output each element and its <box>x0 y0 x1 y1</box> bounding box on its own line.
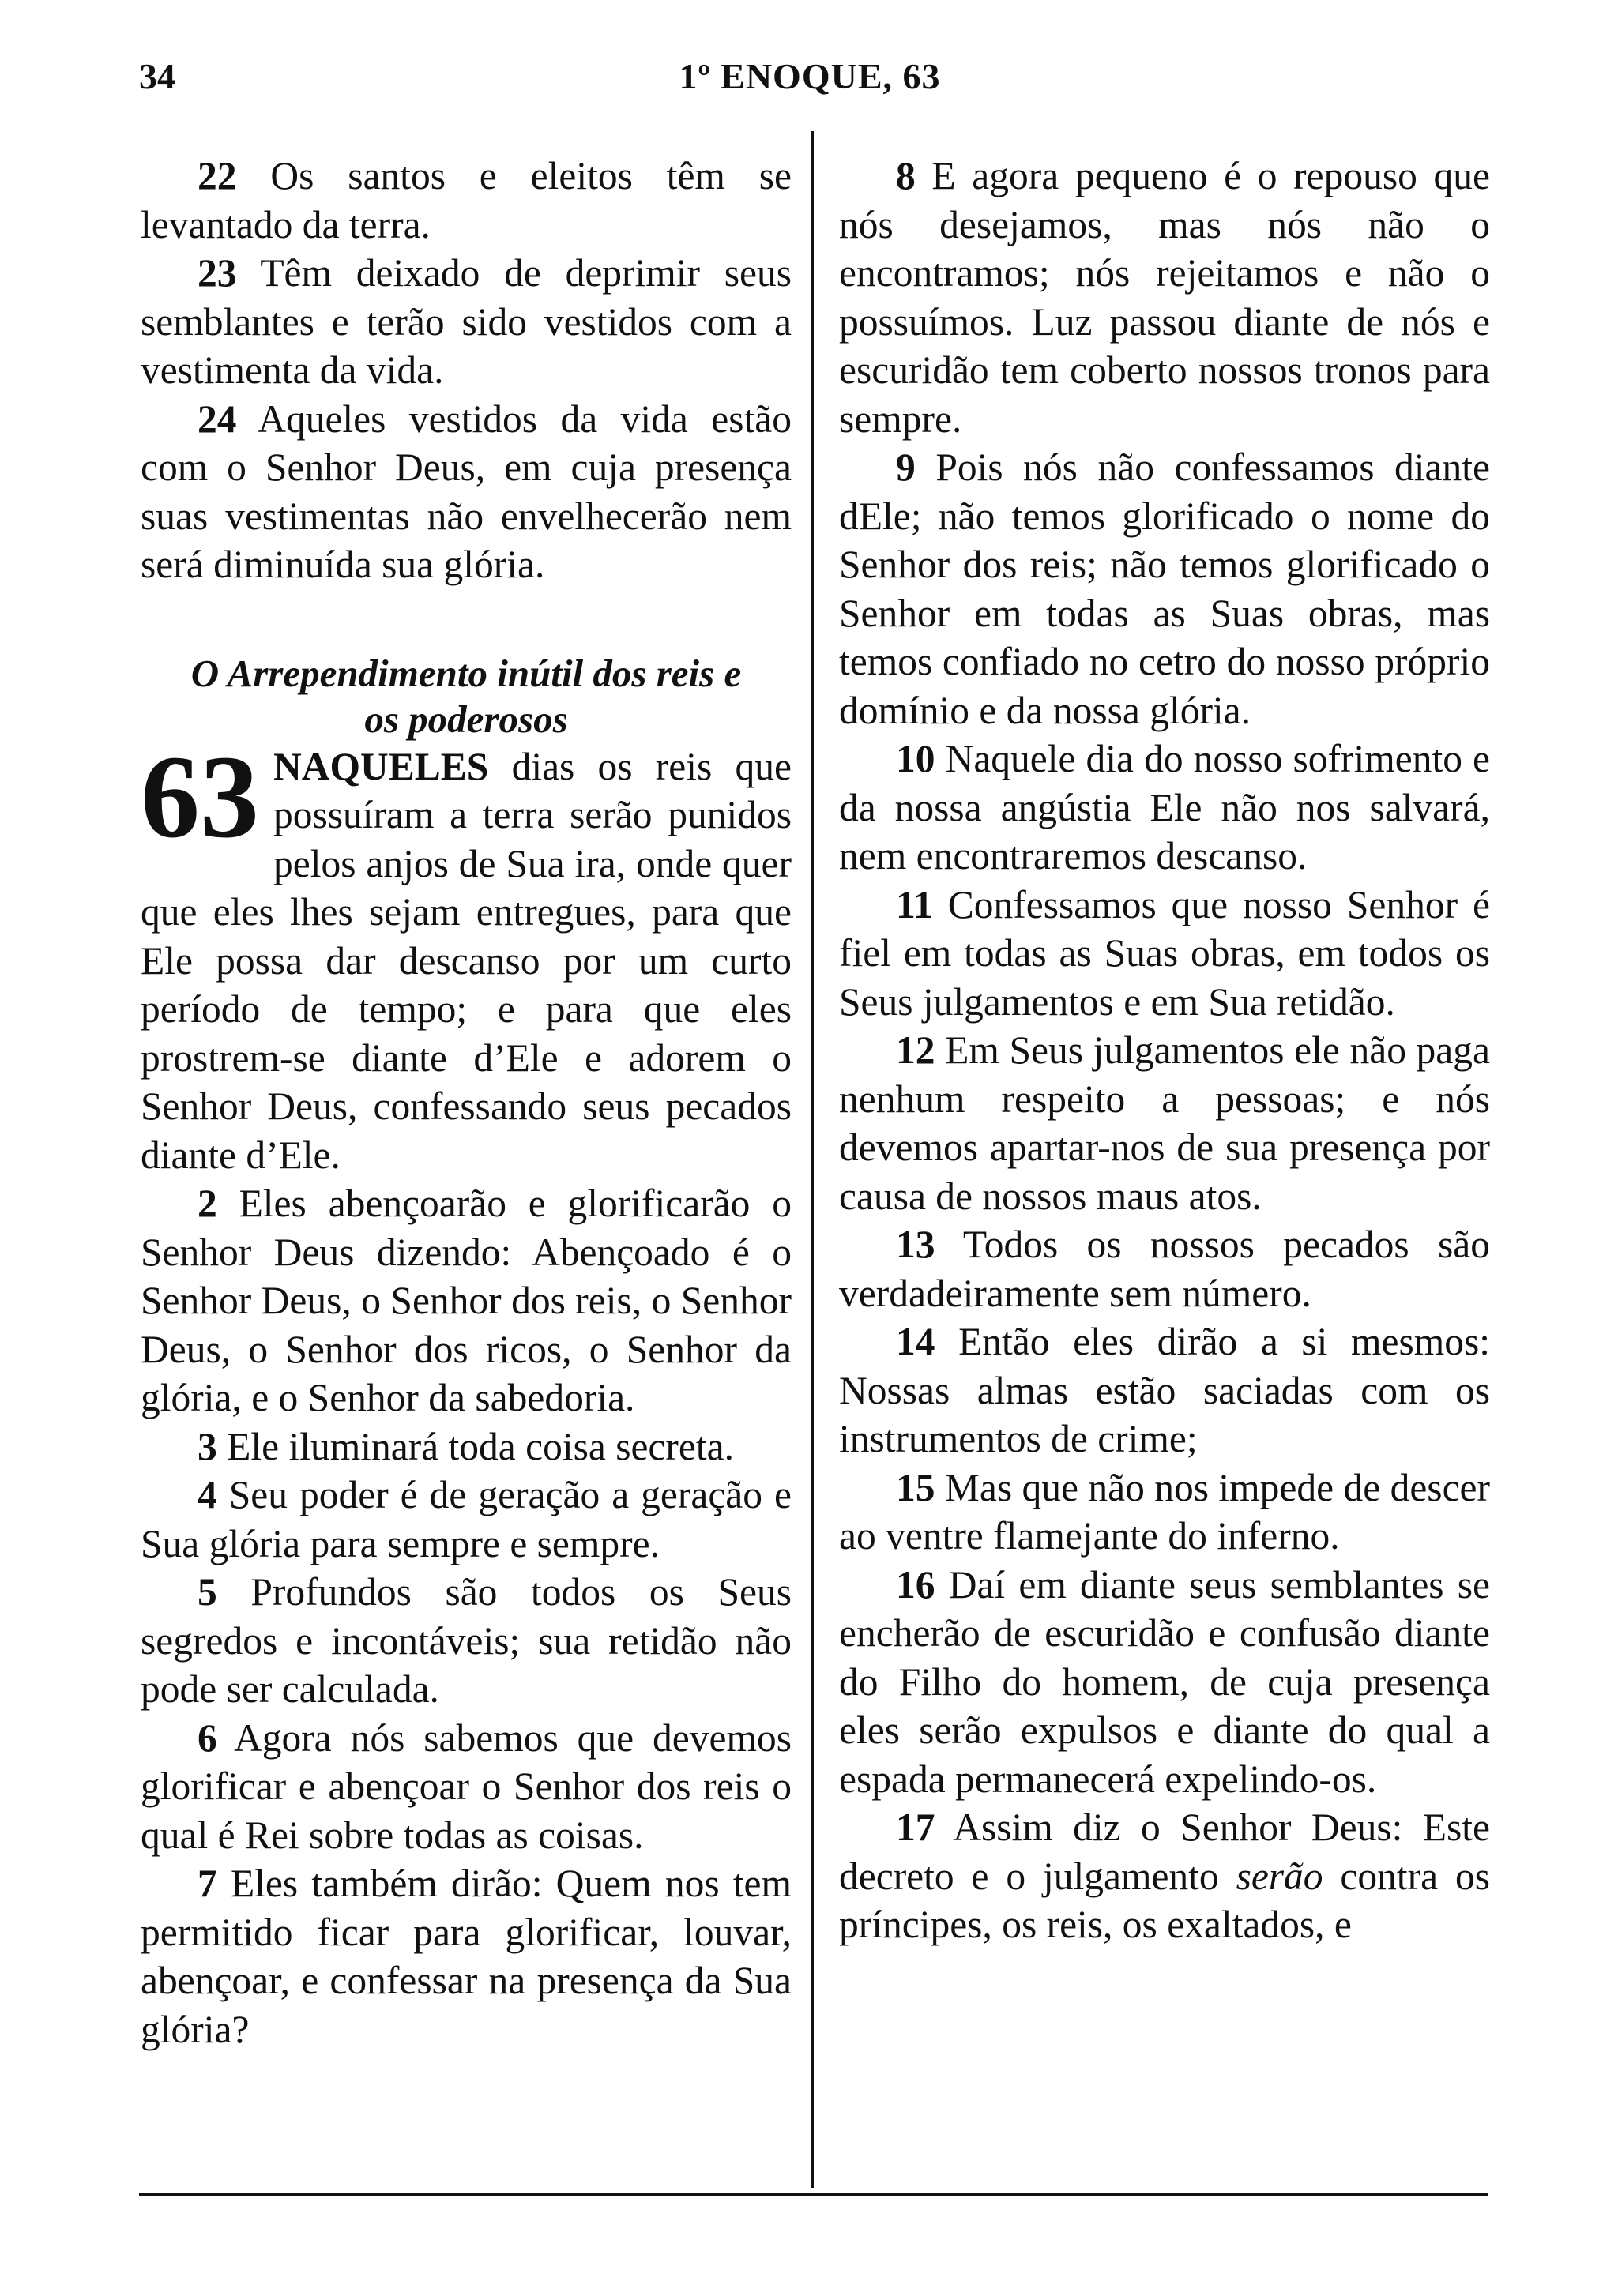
section-heading-line1: O Arrependimento inútil dos reis e <box>190 651 742 695</box>
verse-text: E agora pequeno é o repouso que nós desejamos, mas nós não o encontramos; nós rejeitamos e não o possuímos. Luz passou diante de nós e escuridão tem coberto nossos tronos para sempre. <box>839 154 1490 441</box>
verse-15 <box>839 1464 1490 1561</box>
verse-text: Daí em diante seus semblantes se encherão de escuridão e confusão diante do Filho do homem, de cuja presença eles serão expulsos e diante do qual a espada permanecerá expelindo-os. <box>839 1562 1490 1801</box>
page-header <box>139 55 1481 111</box>
verse-11 <box>839 881 1490 1027</box>
verse-text: Mas que não nos impede de descer ao ventre flamejante do inferno. <box>839 1465 1490 1558</box>
verse-number: 5 <box>198 1570 217 1614</box>
page-number: 34 <box>139 56 175 96</box>
verse-text: Em Seus julgamentos ele não paga nenhum respeito a pessoas; e nós devemos apartar-nos de sua presença por causa de nossos maus atos. <box>839 1028 1490 1218</box>
verse-number: 16 <box>896 1562 935 1606</box>
verse-number: 9 <box>896 445 916 489</box>
verse-8 <box>839 152 1490 443</box>
verse-number: 8 <box>896 154 916 197</box>
bottom-rule <box>139 2193 1488 2196</box>
verse-number: 23 <box>198 251 237 295</box>
verse-text: Confessamos que nosso Senhor é fiel em todas as Suas obras, em todos os Seus julgamentos e em Sua retidão. <box>839 882 1490 1024</box>
verse-text: Pois nós não confessamos diante dEle; não temos glorificado o nome do Senhor dos reis; não temos glorificado o Senhor em todas as Suas obras, mas temos confiado no cetro do nosso próprio domínio e da nossa glória. <box>839 445 1490 732</box>
running-title: 1º ENOQUE, 63 <box>679 56 941 96</box>
verse-number: 15 <box>896 1465 935 1509</box>
verse-number: 6 <box>198 1715 217 1760</box>
verse-number: 2 <box>198 1182 217 1225</box>
verse-number: 24 <box>198 396 237 441</box>
verse-23 <box>141 249 792 395</box>
verse-number: 22 <box>198 154 237 197</box>
verse-10 <box>839 735 1490 881</box>
verse-2 <box>141 1179 792 1422</box>
verse-6 <box>141 1714 792 1860</box>
verse-text: Todos os nossos pecados são verdadeiramente sem número. <box>839 1223 1490 1315</box>
verse-text: Eles também dirão: Quem nos tem permitido ficar para glorificar, louvar, abençoar, e confessar na presença da Sua glória? <box>141 1862 792 2051</box>
left-column <box>141 152 792 2054</box>
verse-3 <box>141 1422 792 1471</box>
verse-text: Agora nós sabemos que devemos glorificar e abençoar o Senhor dos reis o qual é Rei sobre todas as coisas. <box>141 1715 792 1857</box>
verse-text: Assim diz o Senhor Deus: Este decreto e o julgamento <box>839 1806 1490 1898</box>
verse-number: 7 <box>198 1862 217 1905</box>
verse-number: 11 <box>896 882 933 926</box>
verse-number: 17 <box>896 1806 935 1849</box>
verse-text: Os santos e eleitos têm se levantado da terra. <box>141 154 792 246</box>
chapter-opening-text: dias os reis que possuíram a terra serão punidos pelos anjos de Sua ira, onde quer que eles lhes sejam entregues, para que Ele possa dar descanso por um curto período de tempo; e para que eles prostrem-se diante d’Ele e adorem o Senhor Deus, confessando seus pecados diante d’Ele. <box>141 744 792 1177</box>
verse-9 <box>839 443 1490 735</box>
verse-24 <box>141 395 792 589</box>
verse-number: 12 <box>896 1028 935 1072</box>
italic-word: serão <box>1236 1854 1323 1898</box>
column-divider <box>811 131 814 2188</box>
verse-number: 14 <box>896 1320 935 1363</box>
verse-17 <box>839 1803 1490 1949</box>
verse-text: Profundos são todos os Seus segredos e incontáveis; sua retidão não pode ser calculada. <box>141 1570 792 1711</box>
section-heading <box>141 651 792 742</box>
chapter-first-word: NAQUELES <box>273 744 489 788</box>
verse-text: Têm deixado de deprimir seus semblantes e terão sido vestidos com a vestimenta da vida. <box>141 251 792 392</box>
verse-16 <box>839 1561 1490 1804</box>
chapter-number-dropcap: 63 <box>141 731 259 862</box>
verse-22 <box>141 152 792 249</box>
section-heading-line2: os poderosos <box>364 697 568 741</box>
verse-12 <box>839 1026 1490 1220</box>
right-column <box>839 152 1490 1949</box>
verse-text: Ele iluminará toda coisa secreta. <box>216 1424 734 1468</box>
verse-14 <box>839 1317 1490 1464</box>
verse-text: Seu poder é de geração a geração e Sua glória para sempre e sempre. <box>141 1473 792 1565</box>
verse-number: 4 <box>198 1473 217 1516</box>
verse-number: 10 <box>896 737 935 780</box>
verse-text-continued: contra os príncipes, os reis, os exaltados, e <box>839 1854 1490 1946</box>
verse-7 <box>141 1859 792 2054</box>
verse-text: Aqueles vestidos da vida estão com o Senhor Deus, em cuja presença suas vestimentas não envelhecerão nem será diminuída sua glória. <box>141 396 792 586</box>
verse-5 <box>141 1568 792 1714</box>
chapter-opening <box>141 731 792 1180</box>
verse-number: 13 <box>896 1223 935 1266</box>
verse-text: Eles abençoarão e glorificarão o Senhor Deus dizendo: Abençoado é o Senhor Deus, o Senhor dos reis, o Senhor Deus, o Senhor dos ricos, o Senhor da glória, e o Senhor da sabedoria. <box>141 1182 792 1419</box>
verse-4 <box>141 1471 792 1568</box>
verse-number: 3 <box>198 1424 217 1468</box>
verse-text: Naquele dia do nosso sofrimento e da nossa angústia Ele não nos salvará, nem encontraremos descanso. <box>839 737 1490 877</box>
verse-text: Então eles dirão a si mesmos: Nossas almas estão saciadas com os instrumentos de crime; <box>839 1320 1490 1460</box>
verse-13 <box>839 1220 1490 1317</box>
